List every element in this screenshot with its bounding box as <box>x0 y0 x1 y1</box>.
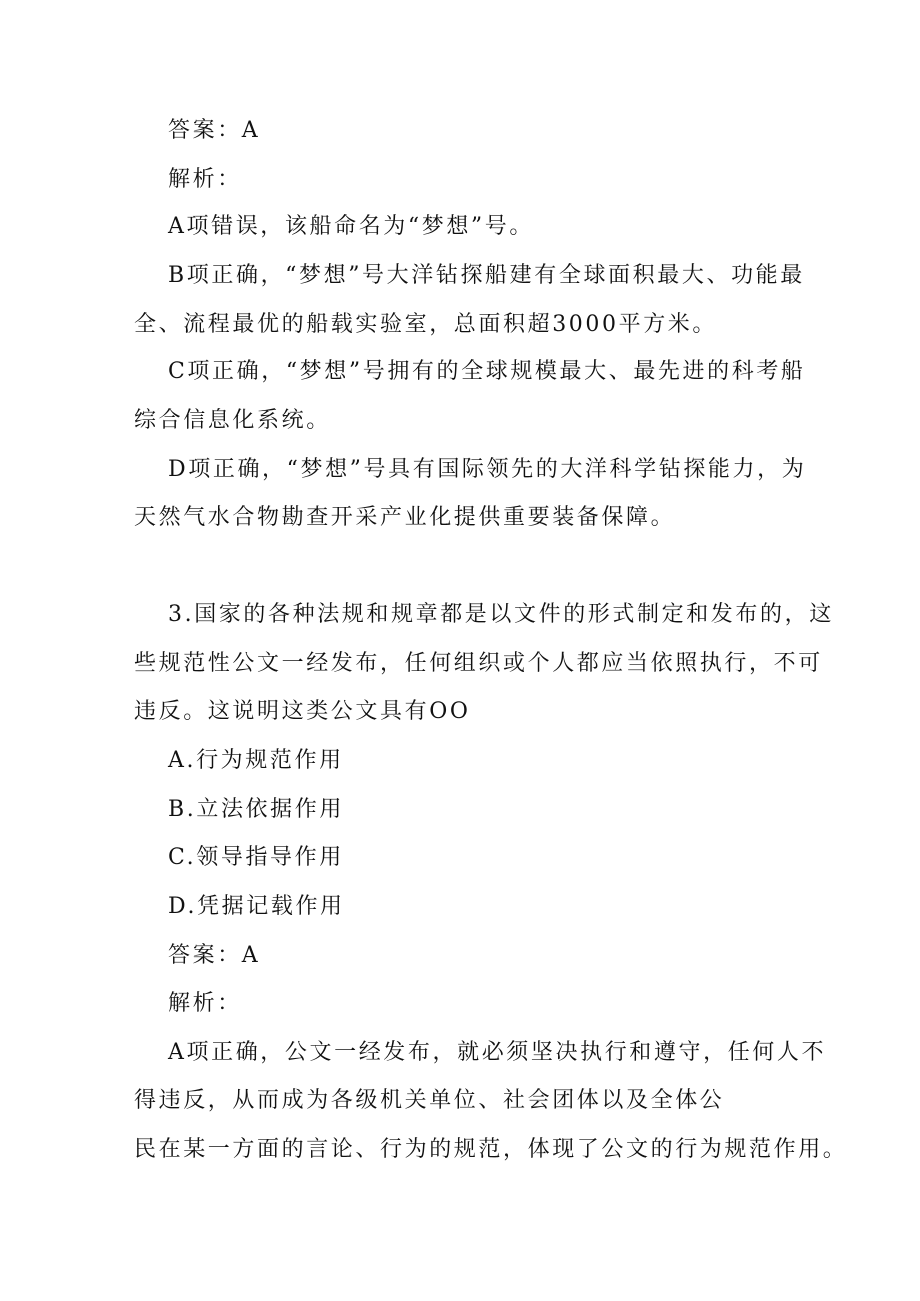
option-b: B.立法依据作用 <box>168 797 344 822</box>
explanation-b-line2: 全、流程最优的船载实验室，总面积超3000平方米。 <box>134 312 717 337</box>
explanation-q3-line3: 民在某一方面的言论、行为的规范，体现了公文的行为规范作用。 <box>134 1137 848 1162</box>
question-3-line3: 违反。这说明这类公文具有OO <box>134 699 471 724</box>
explanation-q3-line2: 得违反，从而成为各级机关单位、社会团体以及全体公 <box>134 1088 725 1113</box>
explanation-d-line1: D项正确，“梦想”号具有国际领先的大洋科学钻探能力，为 <box>168 457 807 482</box>
explanation-d-line2: 天然气水合物勘查开采产业化提供重要装备保障。 <box>134 505 676 530</box>
question-3-line1: 3.国家的各种法规和规章都是以文件的形式制定和发布的，这 <box>168 602 834 627</box>
explanation-c-line2: 综合信息化系统。 <box>134 408 331 433</box>
explanation-c-line1: C项正确，“梦想”号拥有的全球规模最大、最先进的科考船 <box>168 359 806 384</box>
explanation-a: A项错误，该船命名为“梦想”号。 <box>168 214 534 239</box>
answer-line-q3: 答案：A <box>168 943 261 968</box>
analysis-label: 解析： <box>168 167 242 192</box>
option-d: D.凭据记载作用 <box>168 894 345 919</box>
answer-line: 答案：A <box>168 118 261 143</box>
option-a: A.行为规范作用 <box>168 748 344 773</box>
explanation-b-line1: B项正确，“梦想”号大洋钻探船建有全球面积最大、功能最 <box>168 263 805 288</box>
explanation-q3-line1: A项正确，公文一经发布，就必须坚决执行和遵守，任何人不 <box>168 1040 827 1065</box>
option-c: C.领导指导作用 <box>168 845 344 870</box>
question-3-line2: 些规范性公文一经发布，任何组织或个人都应当依照执行，不可 <box>134 651 823 676</box>
analysis-label-q3: 解析： <box>168 991 242 1016</box>
